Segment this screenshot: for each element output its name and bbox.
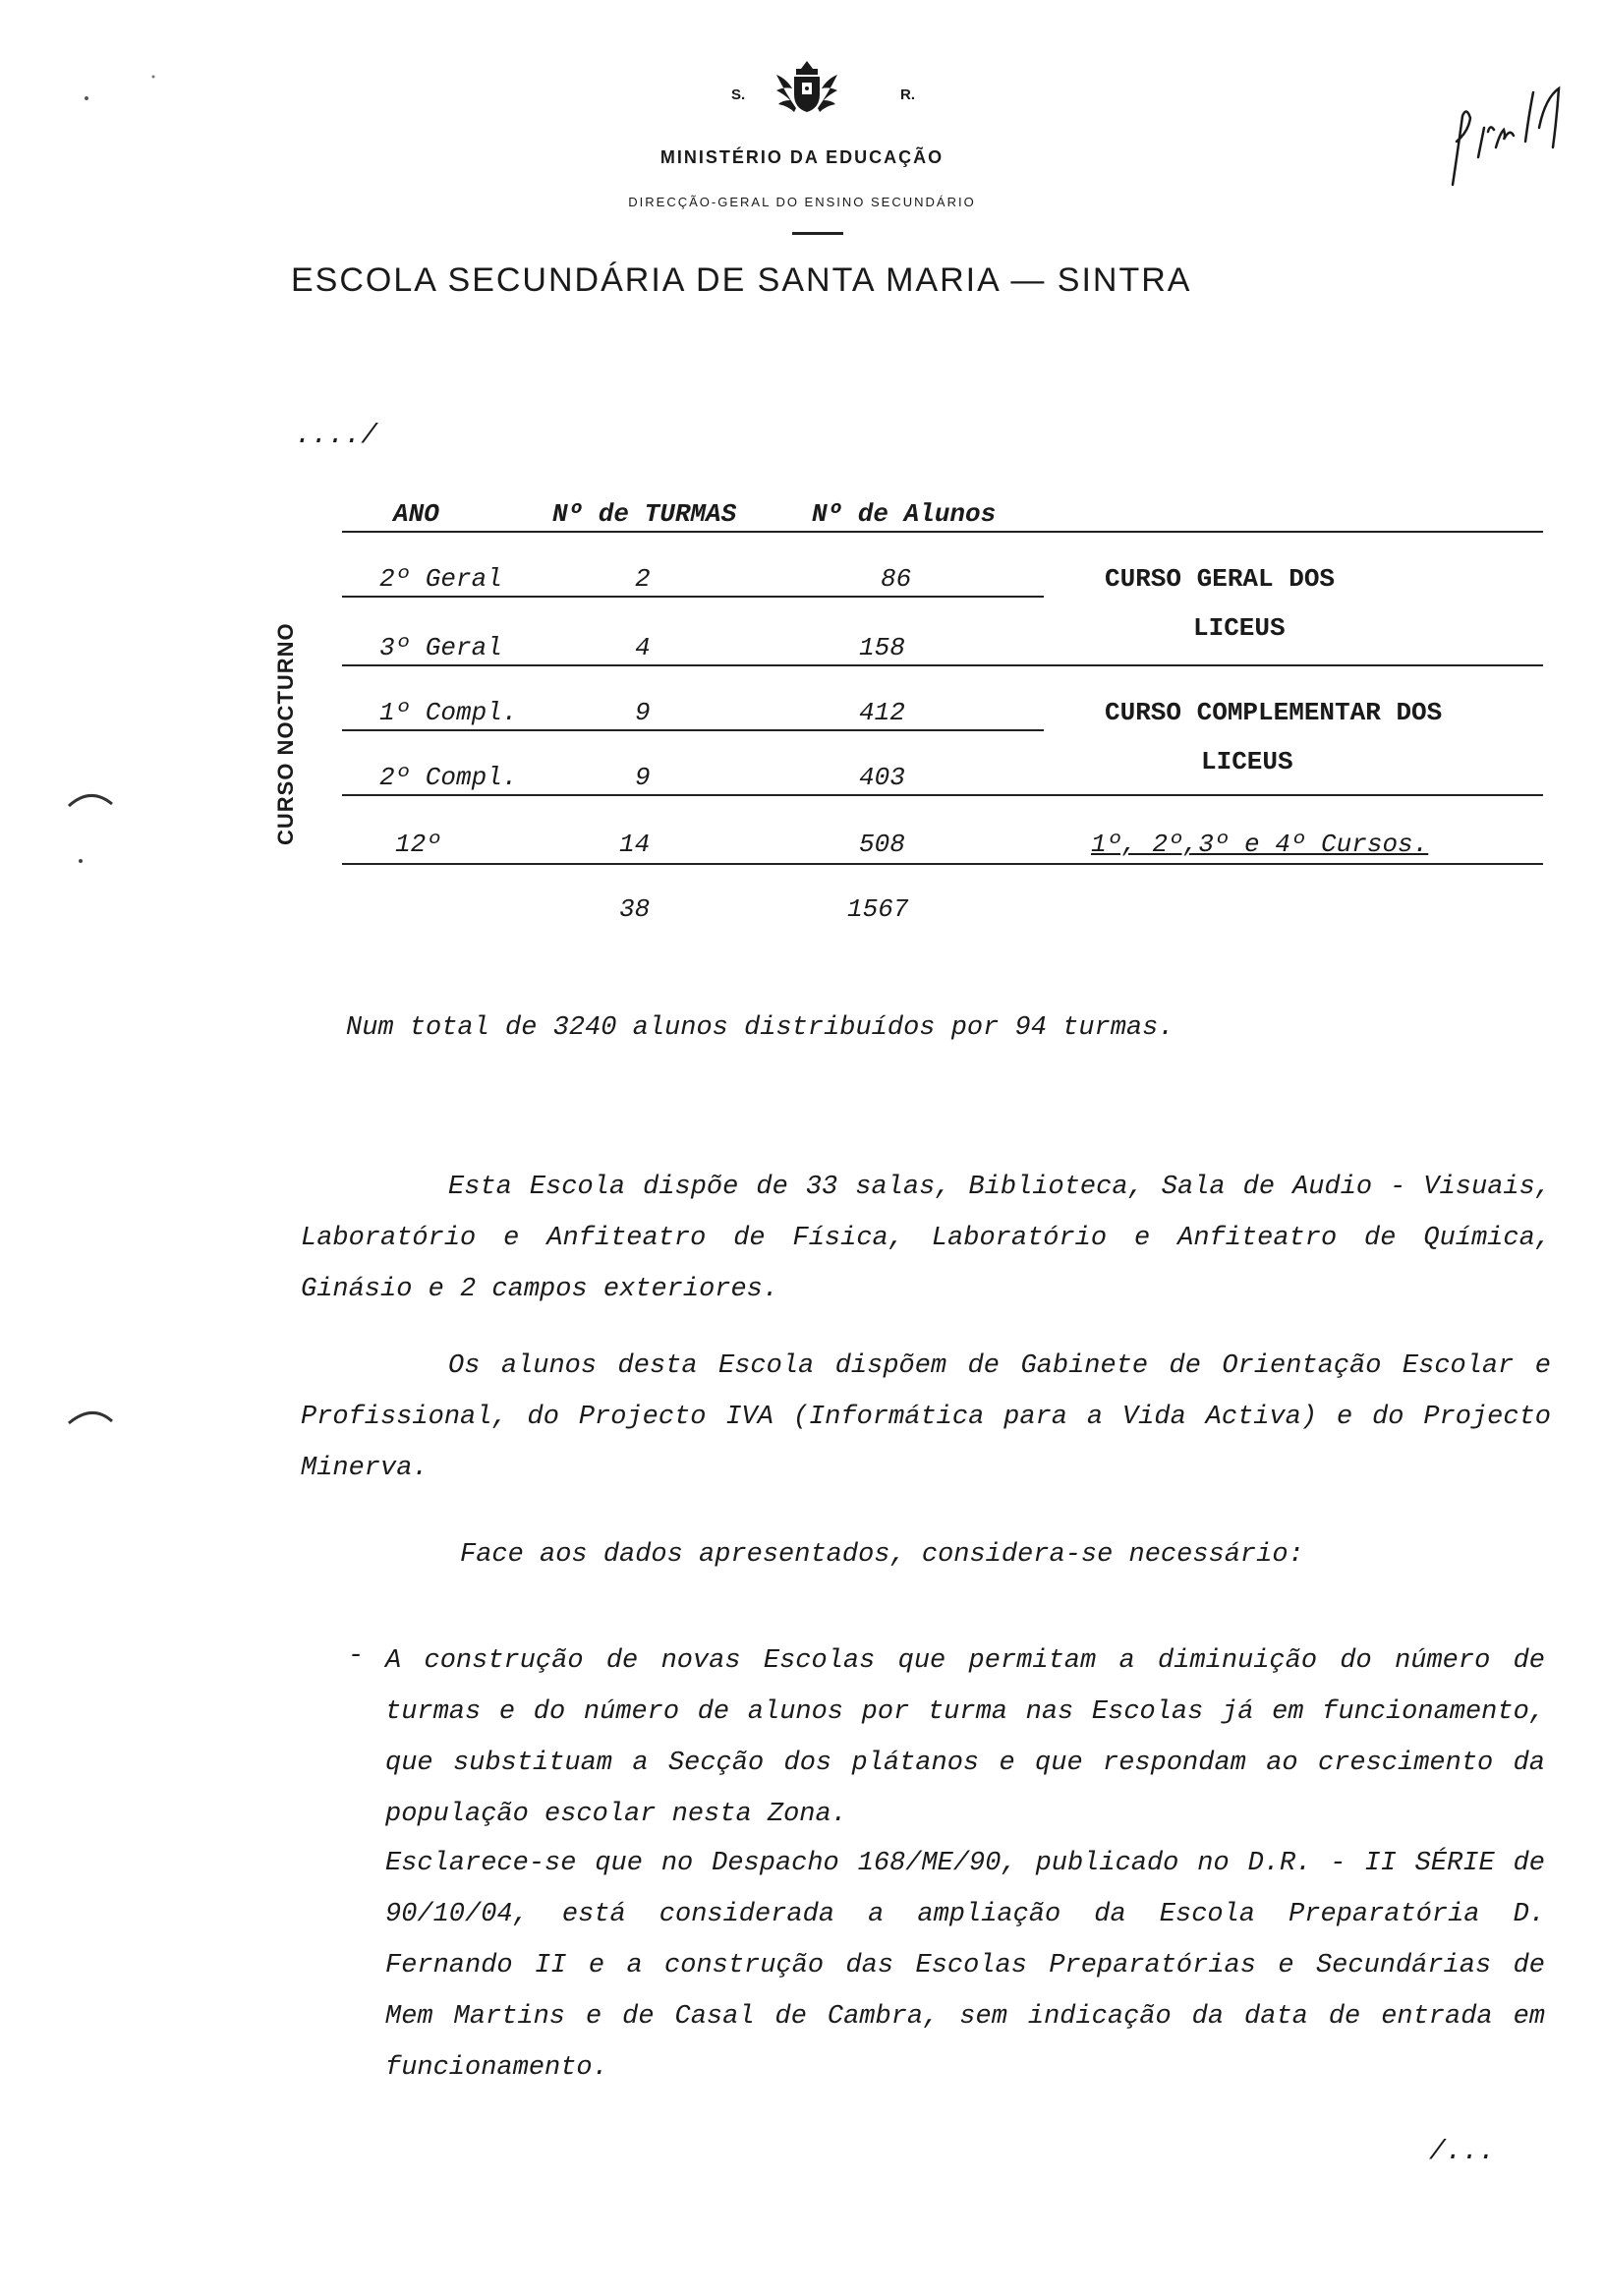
desc-doze: 1º, 2º,3º e 4º Cursos. [1091,830,1429,859]
table-rule [342,729,1044,731]
ministry-name: MINISTÉRIO DA EDUCAÇÃO [659,147,945,167]
col-header-turmas: Nº de TURMAS [552,499,737,529]
header-initial-s: S. [731,86,746,103]
bullet-dash: - [348,1641,365,1671]
bullet-new-schools: A construção de novas Escolas que permitam a diminuição do número de turmas e do número de alunos por turma nas Escolas já em funcionamento, que substituam a Secção dos plátanos e que respondam ao crescimento da população escolar nesta Zona. [385,1646,1545,1829]
row-4-alunos: 403 [859,763,905,792]
directorate-name: DIRECÇÃO-GERAL DO ENSINO SECUNDÁRIO [628,195,976,209]
handwritten-initials [1435,59,1573,197]
row-5-ano: 12º [395,830,441,859]
row-4-ano: 2º Compl. [379,763,518,792]
paragraph-needs-intro: Face aos dados apresentados, considera-se necessário: [460,1540,1304,1570]
row-5-turmas: 14 [619,830,651,859]
continuation-mark: ..../ [295,421,378,451]
row-1-ano: 2º Geral [379,564,502,594]
header-initial-r: R. [900,86,915,103]
table-rule [342,794,1543,796]
coat-of-arms-icon [773,55,841,122]
total-turmas: 38 [619,894,651,924]
row-4-turmas: 9 [635,763,651,792]
table-rule [342,863,1543,865]
row-2-turmas: 4 [635,633,651,662]
row-3-turmas: 9 [635,698,651,727]
continuation-mark-bottom: /... [1429,2137,1496,2167]
table-rule [342,531,1543,533]
row-3-alunos: 412 [859,698,905,727]
paragraph-services: Os alunos desta Escola dispõem de Gabinete de Orientação Escolar e Profissional, do Projecto IVA (Informática para a Vida Activa) e do Projecto Minerva. [301,1351,1551,1483]
row-2-ano: 3º Geral [379,633,502,662]
row-1-turmas: 2 [635,564,651,594]
side-label-curso-nocturno: CURSO NOCTURNO [273,622,298,845]
school-name: ESCOLA SECUNDÁRIA DE SANTA MARIA — SINTRA [291,261,1192,299]
total-alunos: 1567 [847,894,909,924]
row-2-alunos: 158 [859,633,905,662]
desc-curso-geral-line1: CURSO GERAL DOS [1105,564,1336,594]
scan-speck [59,59,177,118]
table-rule [342,596,1044,598]
desc-curso-compl-line1: CURSO COMPLEMENTAR DOS [1105,698,1443,727]
header-rule [792,232,843,235]
table-rule [342,664,1543,666]
row-3-ano: 1º Compl. [379,698,518,727]
punch-hole-mark [63,1396,122,1435]
desc-curso-geral-line2: LICEUS [1193,613,1286,643]
paragraph-facilities: Esta Escola dispõe de 33 salas, Biblioteca, Sala de Audio - Visuais, Laboratório e Anfiteatro de Física, Laboratório e Anfiteatro de Química, Ginásio e 2 campos exteriores. [301,1173,1551,1304]
col-header-ano: ANO [393,499,439,529]
row-5-alunos: 508 [859,830,905,859]
paragraph-despacho: Esclarece-se que no Despacho 168/ME/90, publicado no D.R. - II SÉRIE de 90/10/04, está considerada a ampliação da Escola Preparatória D. Fernando II e a construção das Escolas Preparatórias e Secundárias de Mem Martins e de Casal de Cambra, sem indicação da data de entrada em funcionamento. [385,1849,1545,2083]
summary-line: Num total de 3240 alunos distribuídos por 94 turmas. [346,1013,1174,1043]
row-1-alunos: 86 [881,564,912,594]
punch-hole-mark [63,776,122,875]
desc-curso-compl-line2: LICEUS [1201,747,1293,776]
col-header-alunos: Nº de Alunos [812,499,997,529]
